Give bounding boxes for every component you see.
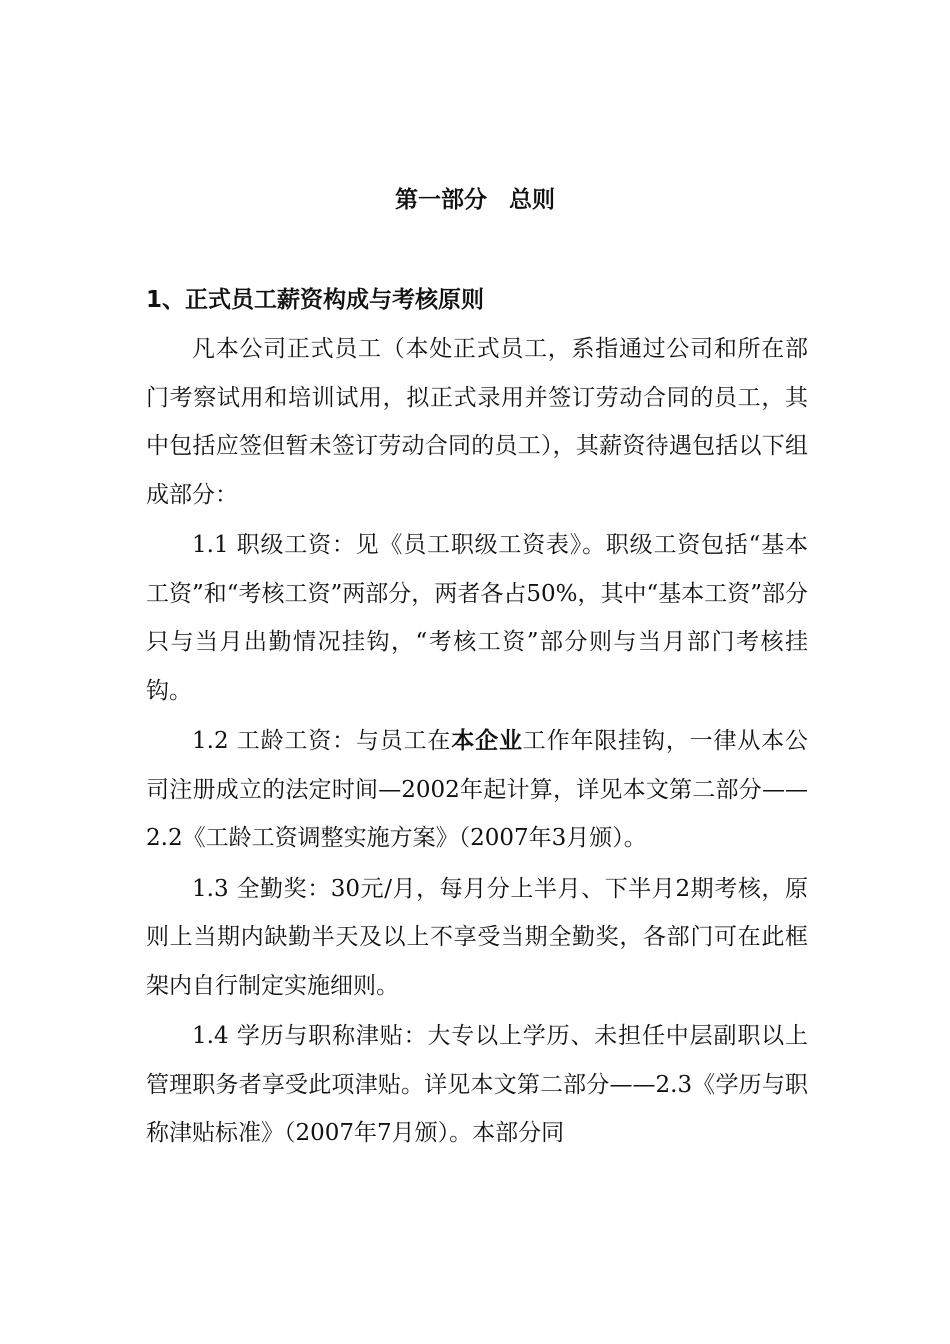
paragraph-1-3: 1.3 全勤奖：30元/月，每月分上半月、下半月2期考核，原则上当期内缺勤半天及以上不享受当期全勤奖，各部门可在此框架内自行制定实施细则。 (146, 875, 808, 999)
part-title-name: 总则 (509, 187, 555, 213)
section-title: 1、正式员工薪资构成与考核原则 (146, 287, 485, 313)
paragraph-1-4: 1.4 学历与职称津贴：大专以上学历、未担任中层副职以上管理职务者享受此项津贴。详见本文第二部分——2.3《学历与职称津贴标准》（2007年7月颁）。本部分同 (146, 1023, 808, 1146)
part-title (0, 180, 950, 220)
paragraph-1-2-lead: 1.2 工龄工资：与员工在 (192, 728, 452, 754)
body-text (146, 325, 808, 1158)
emphasized-term: 本企业 (451, 728, 523, 754)
paragraph-intro: 凡本公司正式员工（本处正式员工，系指通过公司和所在部门考察试用和培训试用，拟正式录用并签订劳动合同的员工，其中包括应签但暂未签订劳动合同的员工），其薪资待遇包括以下组成部分： (146, 336, 808, 508)
paragraph-1-2-rest: 工作年限挂钩，一律从本公司注册成立的法定时间—2002年起计算，详见本文第二部分——2.2《工龄工资调整实施方案》（2007年3月颁）。 (146, 728, 809, 851)
paragraph-1-2 (146, 717, 808, 863)
paragraph-1-1: 1.1 职级工资：见《员工职级工资表》。职级工资包括“基本工资”和“考核工资”两部分，两者各占50%，其中“基本工资”部分只与当月出勤情况挂钩，“考核工资”部分则与当月部门考核挂钩。 (146, 532, 808, 704)
part-title-number: 第一部分 (395, 187, 487, 213)
